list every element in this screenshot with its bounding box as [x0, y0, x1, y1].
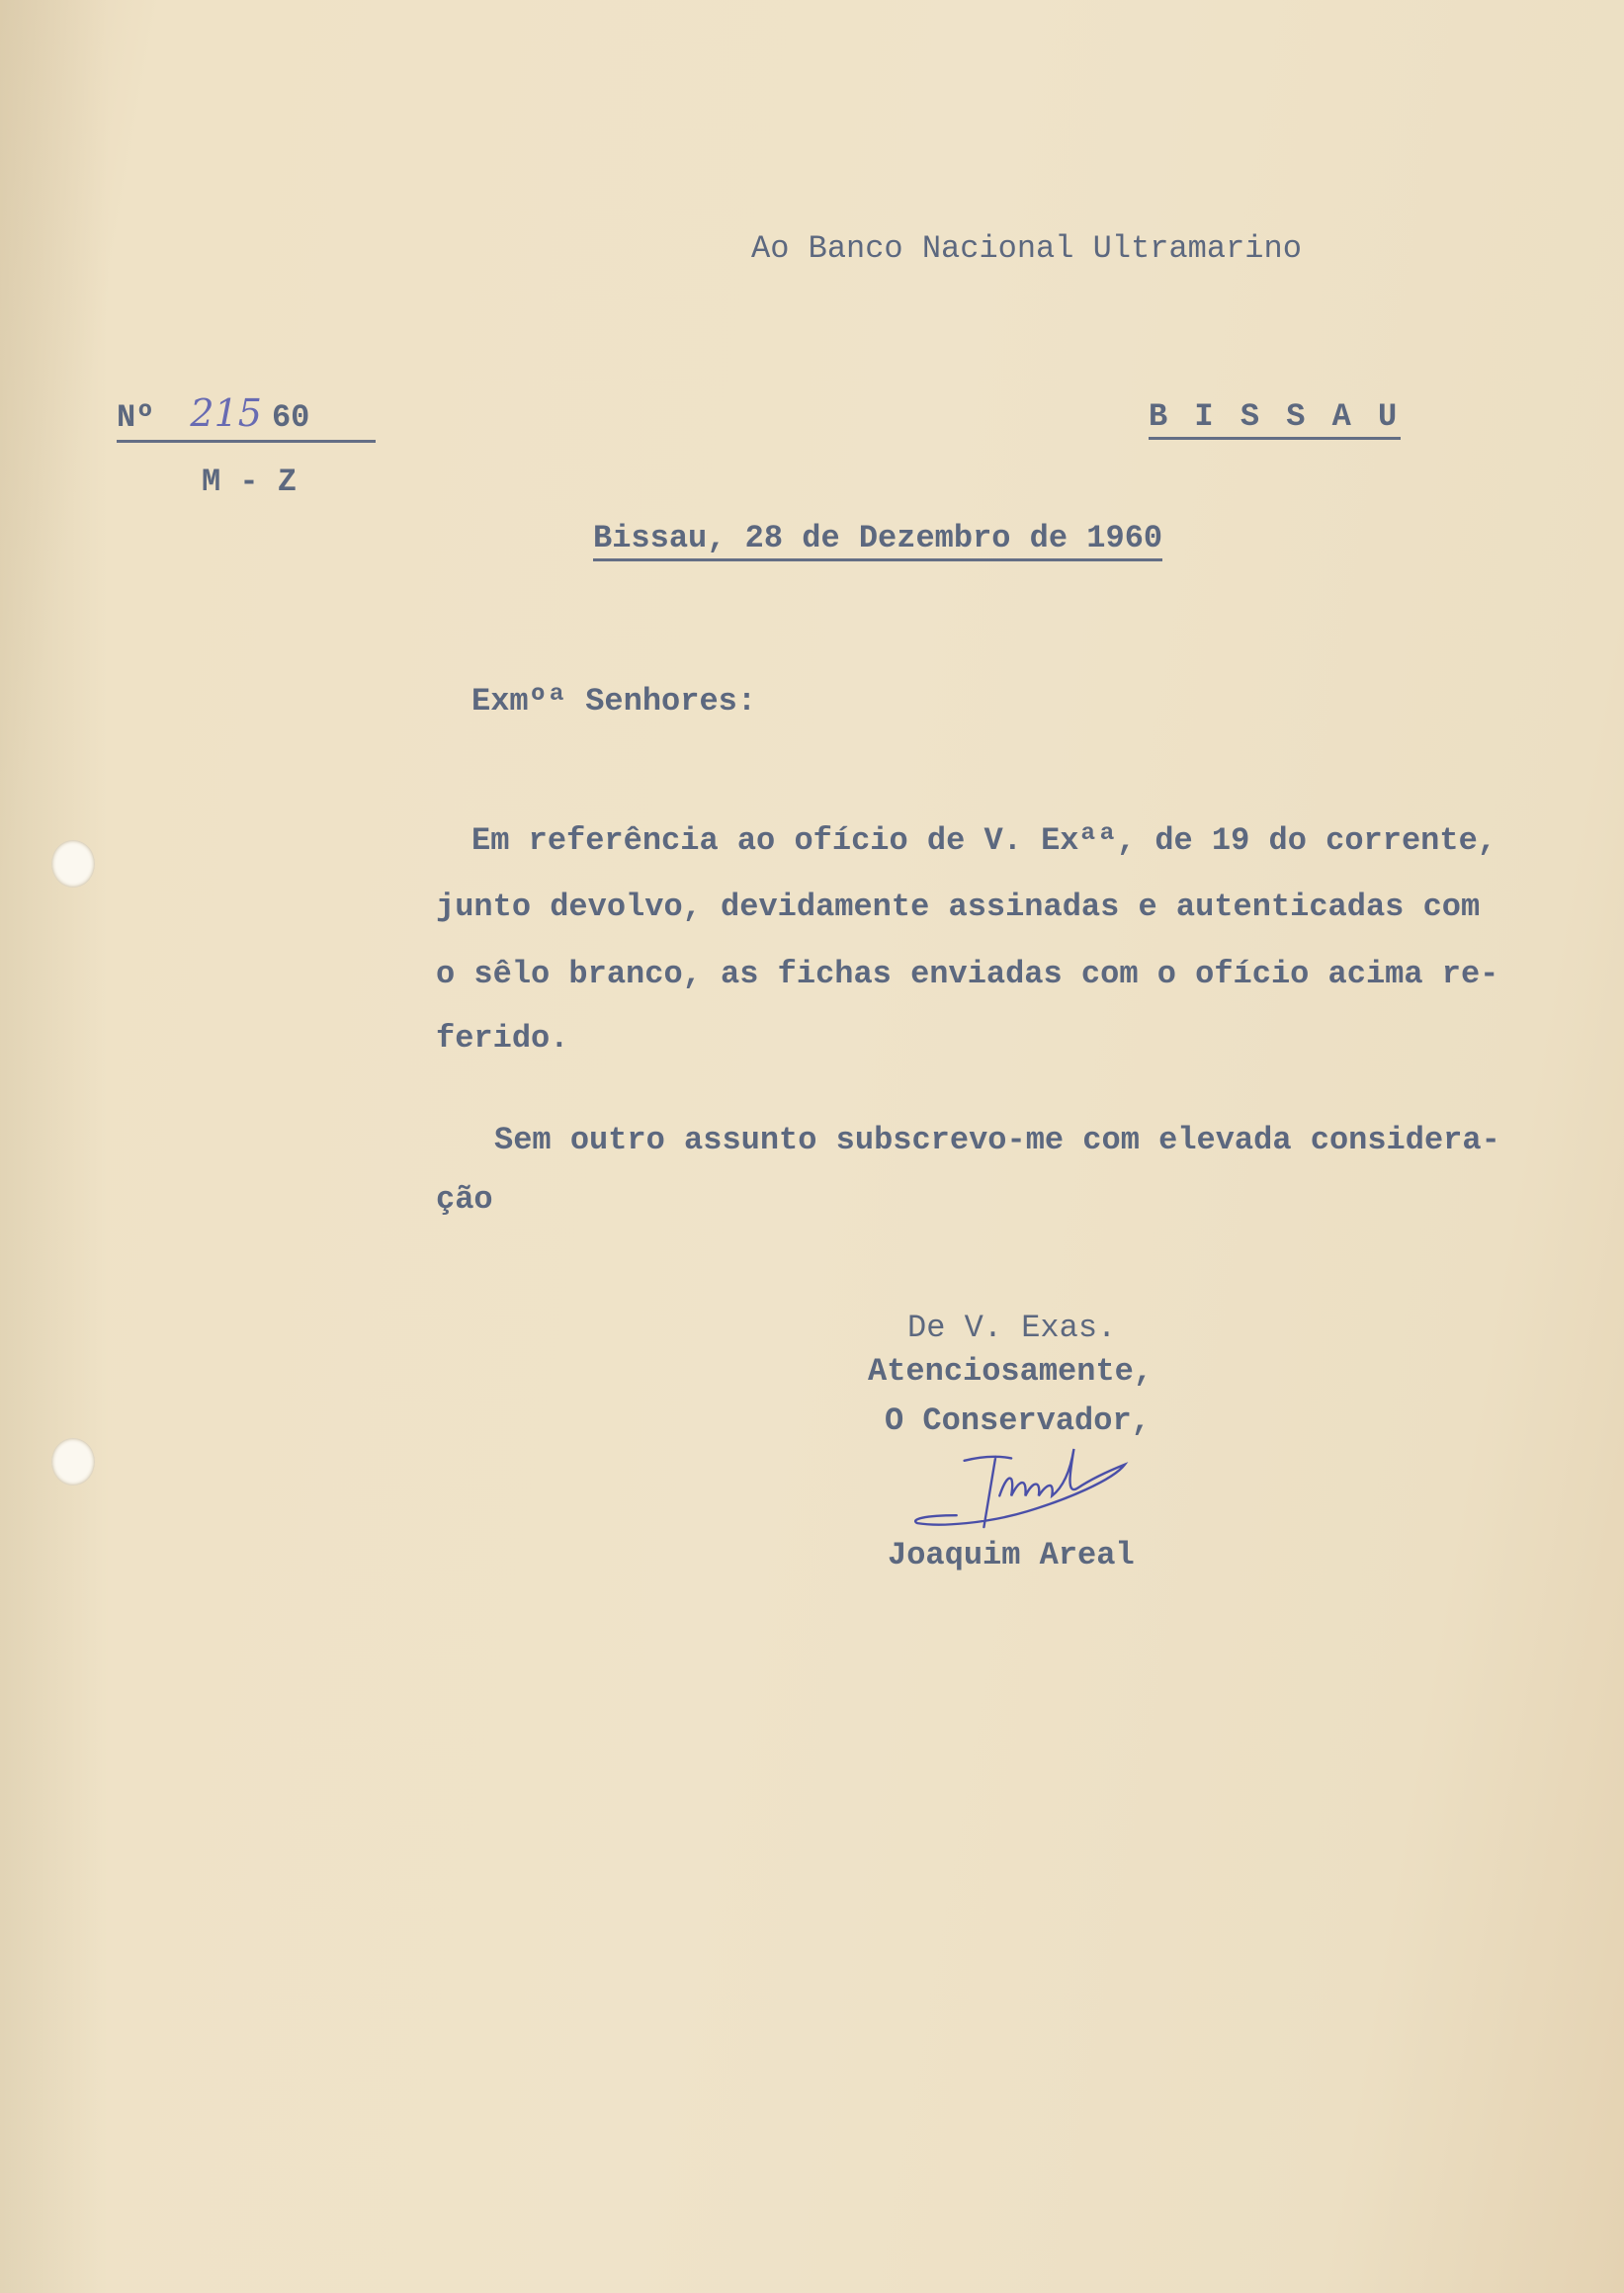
signature [880, 1441, 1166, 1535]
closing-line: O Conservador, [885, 1402, 1151, 1439]
reference-number-line [117, 393, 376, 443]
reference-code: M - Z [202, 464, 298, 500]
recipient: Ao Banco Nacional Ultramarino [751, 230, 1302, 267]
signatory-name: Joaquim Areal [888, 1537, 1135, 1573]
handwritten-reference-number: 215 [190, 391, 262, 435]
letter-date: Bissau, 28 de Dezembro de 1960 [593, 521, 1162, 561]
body-line: ferido. [436, 1020, 569, 1057]
closing-line: Atenciosamente, [868, 1353, 1154, 1390]
reference-year: 60 [271, 399, 310, 436]
salutation: Exmºª Senhores: [471, 683, 757, 720]
body-line: o sêlo branco, as fichas enviadas com o ofício acima re- [436, 956, 1499, 992]
closing-line: De V. Exas. [907, 1310, 1117, 1346]
paper-edge-shadow [0, 0, 109, 2293]
body-line: junto devolvo, devidamente assinadas e autenticadas com [436, 889, 1481, 925]
reference-prefix: Nº [117, 399, 155, 436]
city-header: B I S S A U [1149, 399, 1401, 440]
body-line: ção [436, 1181, 493, 1218]
body-line: Sem outro assunto subscrevo-me com elevada considera- [494, 1122, 1500, 1158]
body-line: Em referência ao ofício de V. Exªª, de 19 do corrente, [471, 822, 1496, 859]
punch-hole [51, 840, 95, 888]
punch-hole [51, 1438, 95, 1486]
